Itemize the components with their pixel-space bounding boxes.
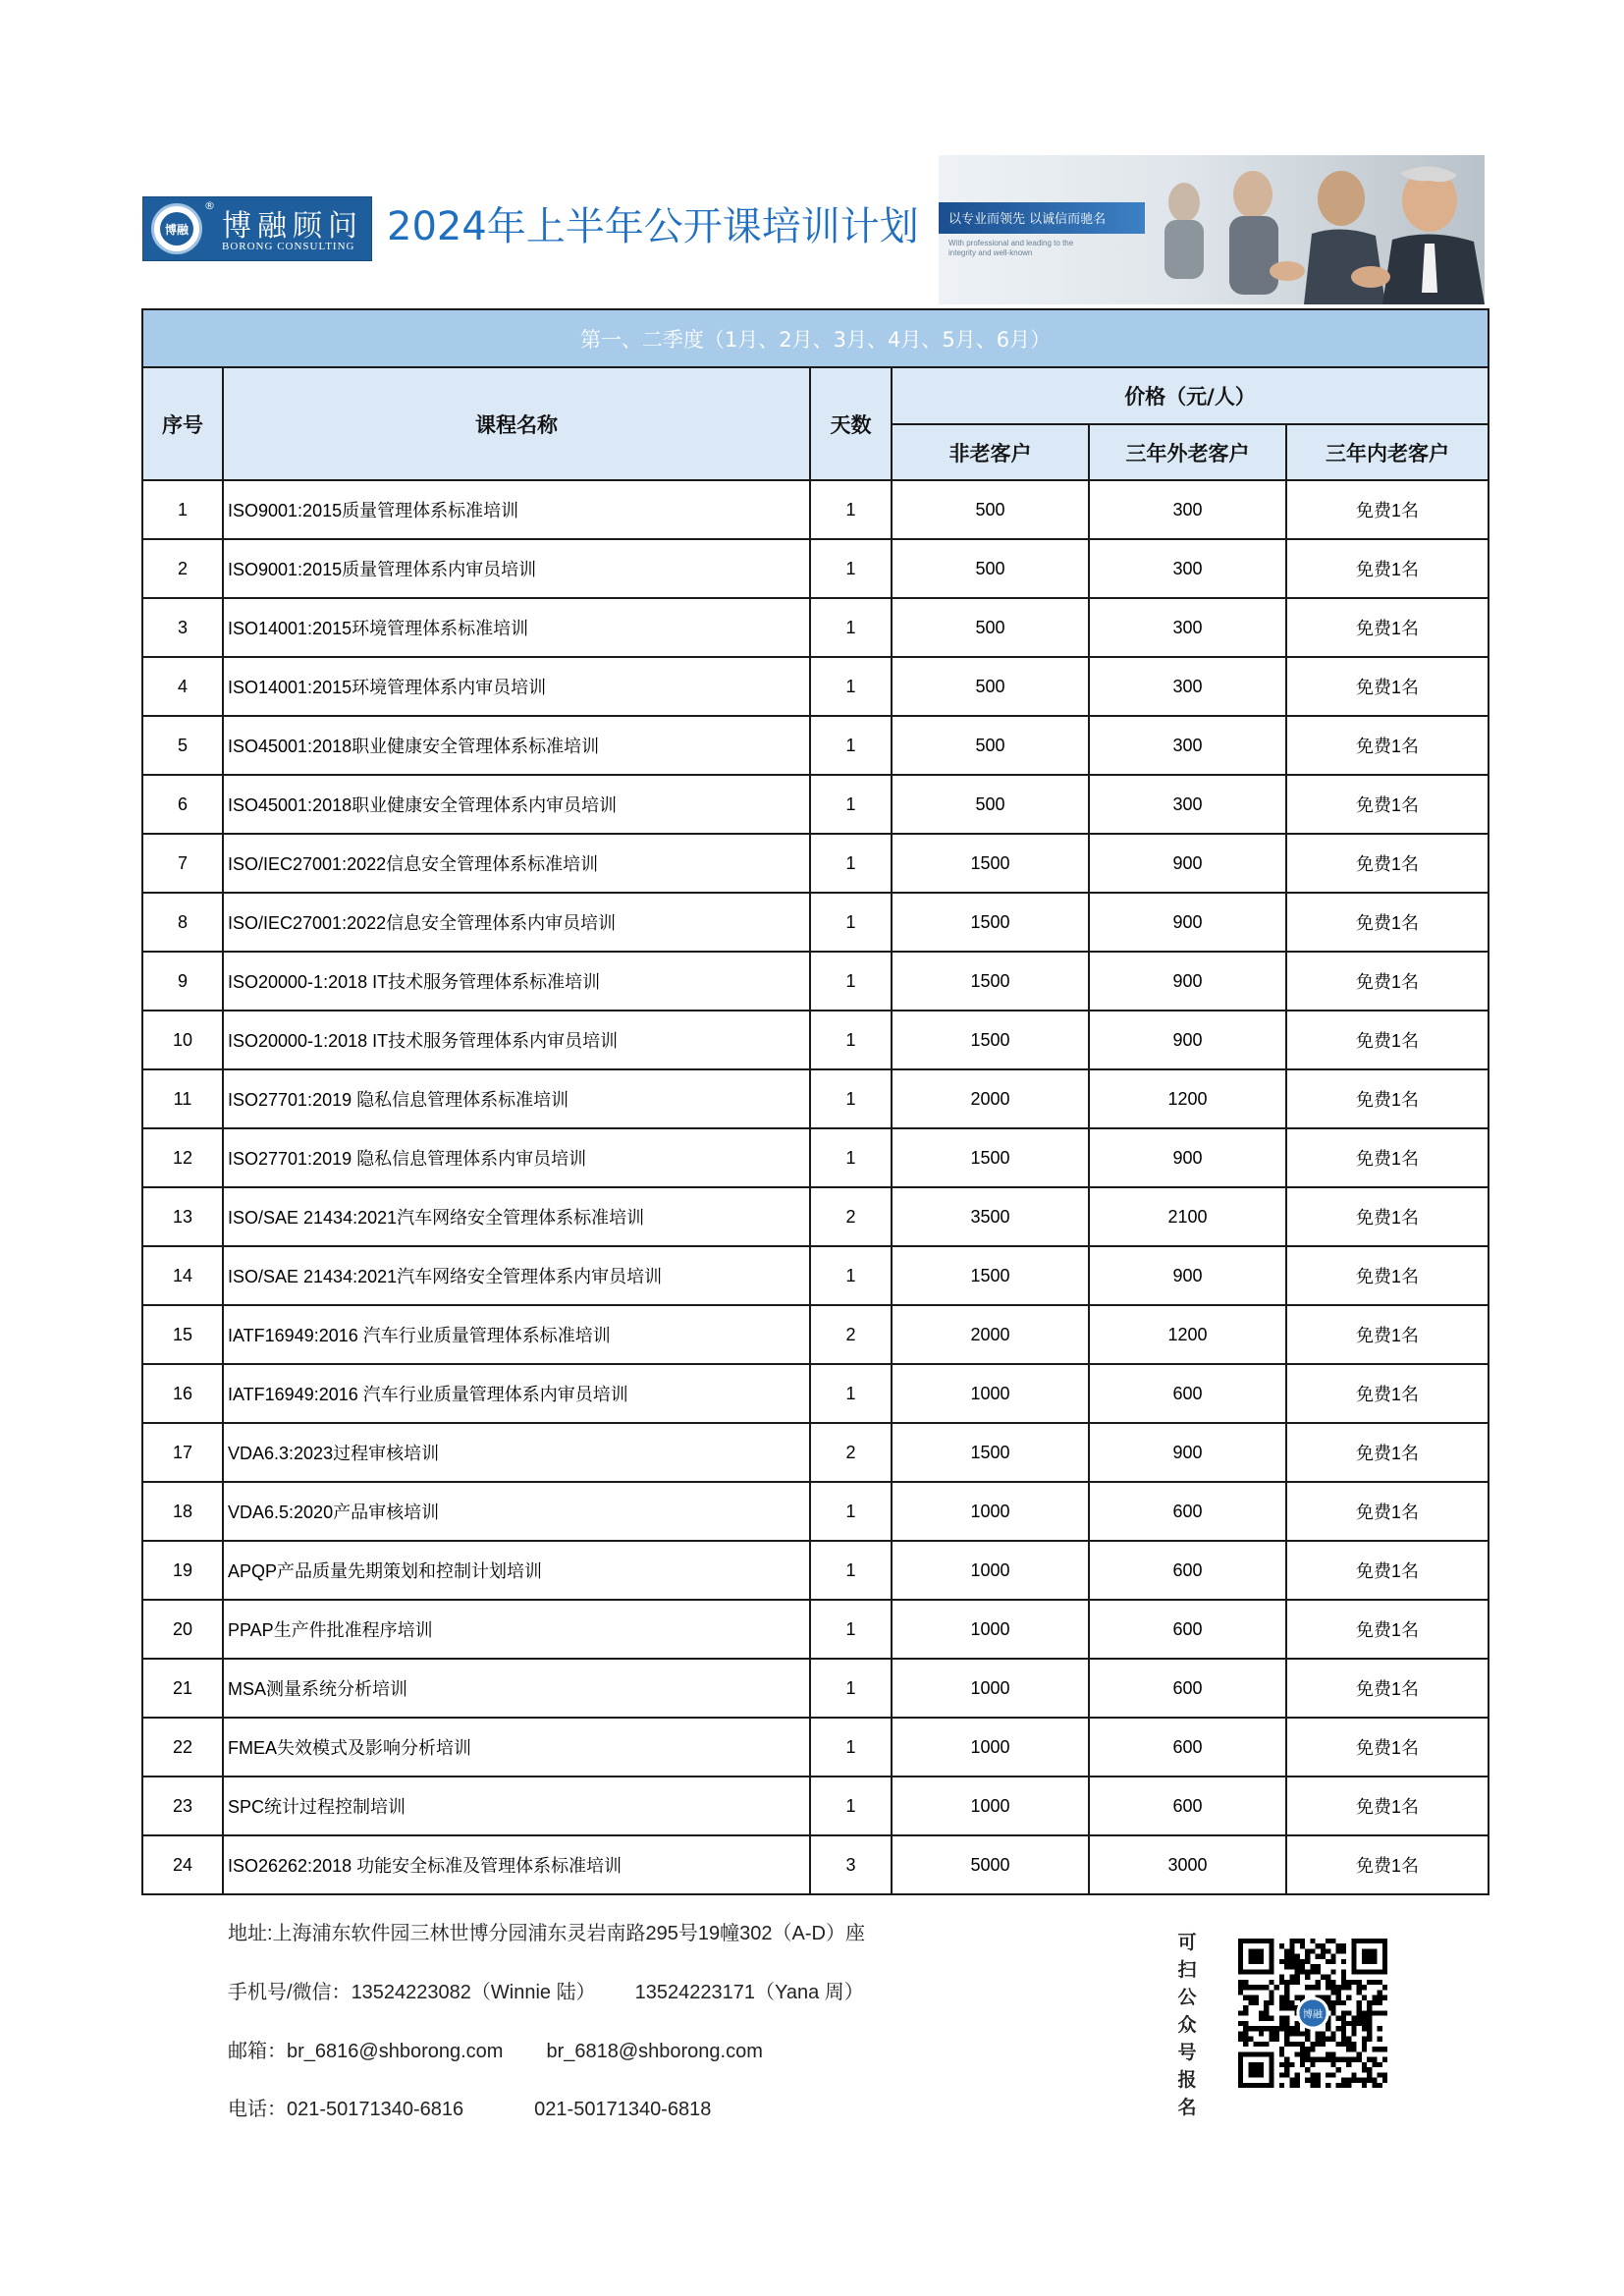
column-header-price: 价格（元/人） (892, 367, 1489, 424)
cell-index: 10 (142, 1011, 223, 1069)
table-row (142, 1659, 1489, 1718)
cell-course-name: ISO45001:2018职业健康安全管理体系标准培训 (223, 716, 810, 775)
banner-tagline-2: integrity and well-known (948, 248, 1033, 257)
logo-seal-text: 博融 (160, 212, 193, 246)
table-body (142, 480, 1489, 1894)
cell-days: 1 (810, 1364, 892, 1423)
table-row (142, 1482, 1489, 1541)
cell-price-old-client-within3: 免费1名 (1286, 1011, 1489, 1069)
cell-days: 1 (810, 1482, 892, 1541)
cell-index: 12 (142, 1128, 223, 1187)
table-row (142, 893, 1489, 952)
cell-price-new-client: 1500 (892, 1128, 1089, 1187)
cell-course-name: ISO/SAE 21434:2021汽车网络安全管理体系标准培训 (223, 1187, 810, 1246)
cell-days: 1 (810, 1541, 892, 1600)
tel-label: 电话： (228, 2099, 287, 2120)
cell-price-new-client: 500 (892, 657, 1089, 716)
cell-days: 2 (810, 1187, 892, 1246)
cell-price-old-client-within3: 免费1名 (1286, 598, 1489, 657)
cell-price-new-client: 500 (892, 598, 1089, 657)
cell-price-new-client: 500 (892, 480, 1089, 539)
cell-price-old-client-over3: 600 (1089, 1482, 1286, 1541)
cell-price-old-client-over3: 900 (1089, 893, 1286, 952)
cell-course-name: IATF16949:2016 汽车行业质量管理体系内审员培训 (223, 1364, 810, 1423)
cell-price-old-client-within3: 免费1名 (1286, 480, 1489, 539)
quarter-header: 第一、二季度（1月、2月、3月、4月、5月、6月） (142, 309, 1489, 367)
cell-price-new-client: 1000 (892, 1600, 1089, 1659)
banner-tagline-1: With professional and leading to the (948, 239, 1074, 247)
banner-photo (939, 155, 1485, 304)
cell-days: 1 (810, 716, 892, 775)
table-row (142, 716, 1489, 775)
cell-course-name: ISO14001:2015环境管理体系内审员培训 (223, 657, 810, 716)
cell-index: 7 (142, 834, 223, 893)
cell-index: 8 (142, 893, 223, 952)
cell-course-name: MSA测量系统分析培训 (223, 1659, 810, 1718)
table-row (142, 1187, 1489, 1246)
cell-index: 18 (142, 1482, 223, 1541)
cell-index: 9 (142, 952, 223, 1011)
qr-center-text: 博融 (1303, 2009, 1323, 2021)
column-header-new-client: 非老客户 (892, 424, 1089, 480)
column-header-old-client-over3: 三年外老客户 (1089, 424, 1286, 480)
cell-days: 1 (810, 893, 892, 952)
cell-course-name: SPC统计过程控制培训 (223, 1777, 810, 1835)
cell-index: 11 (142, 1069, 223, 1128)
cell-index: 13 (142, 1187, 223, 1246)
cell-days: 1 (810, 1600, 892, 1659)
cell-price-old-client-over3: 300 (1089, 539, 1286, 598)
cell-price-old-client-within3: 免费1名 (1286, 834, 1489, 893)
cell-price-old-client-over3: 900 (1089, 1128, 1286, 1187)
cell-price-new-client: 1000 (892, 1541, 1089, 1600)
cell-course-name: ISO27701:2019 隐私信息管理体系内审员培训 (223, 1128, 810, 1187)
cell-price-new-client: 1000 (892, 1364, 1089, 1423)
cell-days: 1 (810, 775, 892, 834)
cell-price-old-client-within3: 免费1名 (1286, 657, 1489, 716)
cell-course-name: ISO45001:2018职业健康安全管理体系内审员培训 (223, 775, 810, 834)
table-row (142, 1364, 1489, 1423)
cell-index: 15 (142, 1305, 223, 1364)
cell-price-new-client: 1500 (892, 1011, 1089, 1069)
cell-index: 3 (142, 598, 223, 657)
phone-2: 13524223171（Yana 周） (634, 1982, 864, 2003)
cell-price-old-client-within3: 免费1名 (1286, 1187, 1489, 1246)
cell-course-name: ISO14001:2015环境管理体系标准培训 (223, 598, 810, 657)
cell-index: 16 (142, 1364, 223, 1423)
table-row (142, 834, 1489, 893)
table-row (142, 1305, 1489, 1364)
cell-price-old-client-within3: 免费1名 (1286, 1482, 1489, 1541)
table-row (142, 1718, 1489, 1777)
cell-days: 1 (810, 1069, 892, 1128)
cell-price-old-client-over3: 1200 (1089, 1305, 1286, 1364)
footer-address: 地址:上海浦东软件园三林世博分园浦东灵岩南路295号19幢302（A-D）座 (228, 1923, 865, 1944)
table-row (142, 1541, 1489, 1600)
cell-course-name: ISO9001:2015质量管理体系标准培训 (223, 480, 810, 539)
footer-email-line (228, 2035, 763, 2063)
cell-index: 20 (142, 1600, 223, 1659)
cell-price-old-client-over3: 300 (1089, 657, 1286, 716)
cell-index: 14 (142, 1246, 223, 1305)
cell-price-old-client-within3: 免费1名 (1286, 893, 1489, 952)
cell-price-old-client-within3: 免费1名 (1286, 952, 1489, 1011)
cell-course-name: PPAP生产件批准程序培训 (223, 1600, 810, 1659)
table-row (142, 1423, 1489, 1482)
cell-price-old-client-within3: 免费1名 (1286, 1835, 1489, 1894)
cell-price-new-client: 500 (892, 716, 1089, 775)
cell-course-name: APQP产品质量先期策划和控制计划培训 (223, 1541, 810, 1600)
cell-course-name: ISO/IEC27001:2022信息安全管理体系标准培训 (223, 834, 810, 893)
cell-course-name: FMEA失效模式及影响分析培训 (223, 1718, 810, 1777)
cell-days: 1 (810, 480, 892, 539)
cell-course-name: VDA6.3:2023过程审核培训 (223, 1423, 810, 1482)
header-banner-image (939, 155, 1485, 304)
cell-days: 2 (810, 1423, 892, 1482)
cell-price-old-client-over3: 900 (1089, 1423, 1286, 1482)
table-row (142, 952, 1489, 1011)
logo-name-en: BORONG CONSULTING (222, 241, 355, 252)
cell-course-name: ISO26262:2018 功能安全标准及管理体系标准培训 (223, 1835, 810, 1894)
cell-index: 23 (142, 1777, 223, 1835)
cell-days: 1 (810, 1246, 892, 1305)
cell-price-new-client: 1000 (892, 1659, 1089, 1718)
email-2[interactable]: br_6818@shborong.com (546, 2041, 763, 2062)
cell-price-new-client: 1000 (892, 1482, 1089, 1541)
cell-course-name: ISO9001:2015质量管理体系内审员培训 (223, 539, 810, 598)
cell-price-old-client-over3: 600 (1089, 1777, 1286, 1835)
cell-index: 24 (142, 1835, 223, 1894)
cell-price-old-client-over3: 3000 (1089, 1835, 1286, 1894)
cell-price-new-client: 2000 (892, 1305, 1089, 1364)
cell-index: 22 (142, 1718, 223, 1777)
table-row (142, 1777, 1489, 1835)
table-row (142, 1246, 1489, 1305)
cell-price-new-client: 1000 (892, 1777, 1089, 1835)
cell-price-old-client-over3: 300 (1089, 716, 1286, 775)
cell-price-old-client-over3: 900 (1089, 952, 1286, 1011)
cell-price-old-client-over3: 600 (1089, 1364, 1286, 1423)
cell-price-old-client-over3: 300 (1089, 480, 1286, 539)
cell-price-new-client: 1500 (892, 1246, 1089, 1305)
cell-price-new-client: 500 (892, 775, 1089, 834)
cell-price-old-client-over3: 600 (1089, 1659, 1286, 1718)
table-row (142, 1128, 1489, 1187)
cell-days: 3 (810, 1835, 892, 1894)
footer-phone-line (228, 1976, 864, 2004)
column-header-days: 天数 (810, 367, 892, 480)
cell-days: 1 (810, 1718, 892, 1777)
logo-seal (151, 203, 202, 254)
cell-price-old-client-over3: 300 (1089, 775, 1286, 834)
footer-tel-line (228, 2093, 711, 2121)
email-1[interactable]: br_6816@shborong.com (287, 2041, 504, 2062)
table-row (142, 1069, 1489, 1128)
cell-days: 2 (810, 1305, 892, 1364)
table-row (142, 598, 1489, 657)
cell-days: 1 (810, 657, 892, 716)
cell-price-new-client: 2000 (892, 1069, 1089, 1128)
qr-code-graphic (1238, 1939, 1387, 2088)
cell-price-new-client: 5000 (892, 1835, 1089, 1894)
cell-price-new-client: 500 (892, 539, 1089, 598)
email-label: 邮箱： (228, 2041, 287, 2062)
qr-code-icon[interactable] (1238, 1939, 1387, 2088)
cell-index: 1 (142, 480, 223, 539)
cell-price-old-client-over3: 1200 (1089, 1069, 1286, 1128)
cell-course-name: ISO/IEC27001:2022信息安全管理体系内审员培训 (223, 893, 810, 952)
cell-index: 21 (142, 1659, 223, 1718)
cell-price-old-client-within3: 免费1名 (1286, 716, 1489, 775)
registered-mark: ® (204, 199, 215, 212)
cell-price-old-client-within3: 免费1名 (1286, 1659, 1489, 1718)
cell-price-new-client: 1500 (892, 893, 1089, 952)
cell-days: 1 (810, 1011, 892, 1069)
tel-2: 021-50171340-6818 (534, 2099, 712, 2120)
table-row (142, 1835, 1489, 1894)
table-row (142, 1011, 1489, 1069)
cell-price-old-client-over3: 600 (1089, 1718, 1286, 1777)
cell-price-new-client: 1500 (892, 834, 1089, 893)
cell-days: 1 (810, 1128, 892, 1187)
column-header-old-client-within3: 三年内老客户 (1286, 424, 1489, 480)
qr-caption: 可 扫 公 众 号 报 名 (1177, 1932, 1197, 2118)
table-row (142, 539, 1489, 598)
cell-price-new-client: 1500 (892, 952, 1089, 1011)
training-schedule-table (141, 308, 1489, 1895)
cell-course-name: ISO27701:2019 隐私信息管理体系标准培训 (223, 1069, 810, 1128)
cell-days: 1 (810, 952, 892, 1011)
document-title: 2024年上半年公开课培训计划 (387, 204, 919, 249)
cell-price-old-client-over3: 300 (1089, 598, 1286, 657)
banner-slogan: 以专业而领先 以诚信而驰名 (948, 212, 1107, 227)
tel-1: 021-50171340-6816 (287, 2099, 464, 2120)
phone-label: 手机号/微信： (228, 1982, 352, 2003)
cell-price-old-client-within3: 免费1名 (1286, 1777, 1489, 1835)
cell-index: 2 (142, 539, 223, 598)
cell-index: 19 (142, 1541, 223, 1600)
cell-days: 1 (810, 598, 892, 657)
cell-index: 6 (142, 775, 223, 834)
cell-price-new-client: 1000 (892, 1718, 1089, 1777)
cell-days: 1 (810, 539, 892, 598)
cell-price-old-client-within3: 免费1名 (1286, 1541, 1489, 1600)
cell-price-old-client-over3: 900 (1089, 834, 1286, 893)
cell-price-old-client-within3: 免费1名 (1286, 1128, 1489, 1187)
cell-price-old-client-within3: 免费1名 (1286, 1364, 1489, 1423)
cell-price-old-client-over3: 600 (1089, 1541, 1286, 1600)
phone-1: 13524223082（Winnie 陆） (351, 1982, 596, 2003)
column-header-course: 课程名称 (223, 367, 810, 480)
cell-course-name: ISO20000-1:2018 IT技术服务管理体系标准培训 (223, 952, 810, 1011)
cell-price-old-client-over3: 900 (1089, 1011, 1286, 1069)
cell-price-new-client: 1500 (892, 1423, 1089, 1482)
logo-name-cn: 博融顾问 (222, 209, 363, 244)
cell-price-new-client: 3500 (892, 1187, 1089, 1246)
column-header-index: 序号 (142, 367, 223, 480)
cell-price-old-client-within3: 免费1名 (1286, 1423, 1489, 1482)
cell-price-old-client-within3: 免费1名 (1286, 1246, 1489, 1305)
cell-index: 5 (142, 716, 223, 775)
cell-days: 1 (810, 834, 892, 893)
cell-course-name: VDA6.5:2020产品审核培训 (223, 1482, 810, 1541)
cell-days: 1 (810, 1777, 892, 1835)
cell-price-old-client-within3: 免费1名 (1286, 1718, 1489, 1777)
cell-price-old-client-within3: 免费1名 (1286, 1600, 1489, 1659)
cell-course-name: IATF16949:2016 汽车行业质量管理体系标准培训 (223, 1305, 810, 1364)
table-row (142, 775, 1489, 834)
cell-price-old-client-over3: 600 (1089, 1600, 1286, 1659)
cell-price-old-client-within3: 免费1名 (1286, 1305, 1489, 1364)
cell-price-old-client-over3: 2100 (1089, 1187, 1286, 1246)
cell-course-name: ISO20000-1:2018 IT技术服务管理体系内审员培训 (223, 1011, 810, 1069)
cell-index: 4 (142, 657, 223, 716)
cell-index: 17 (142, 1423, 223, 1482)
table-row (142, 1600, 1489, 1659)
table-row (142, 657, 1489, 716)
cell-days: 1 (810, 1659, 892, 1718)
cell-price-old-client-over3: 900 (1089, 1246, 1286, 1305)
cell-price-old-client-within3: 免费1名 (1286, 775, 1489, 834)
cell-price-old-client-within3: 免费1名 (1286, 539, 1489, 598)
cell-course-name: ISO/SAE 21434:2021汽车网络安全管理体系内审员培训 (223, 1246, 810, 1305)
company-logo (142, 196, 372, 261)
table-row (142, 480, 1489, 539)
cell-price-old-client-within3: 免费1名 (1286, 1069, 1489, 1128)
